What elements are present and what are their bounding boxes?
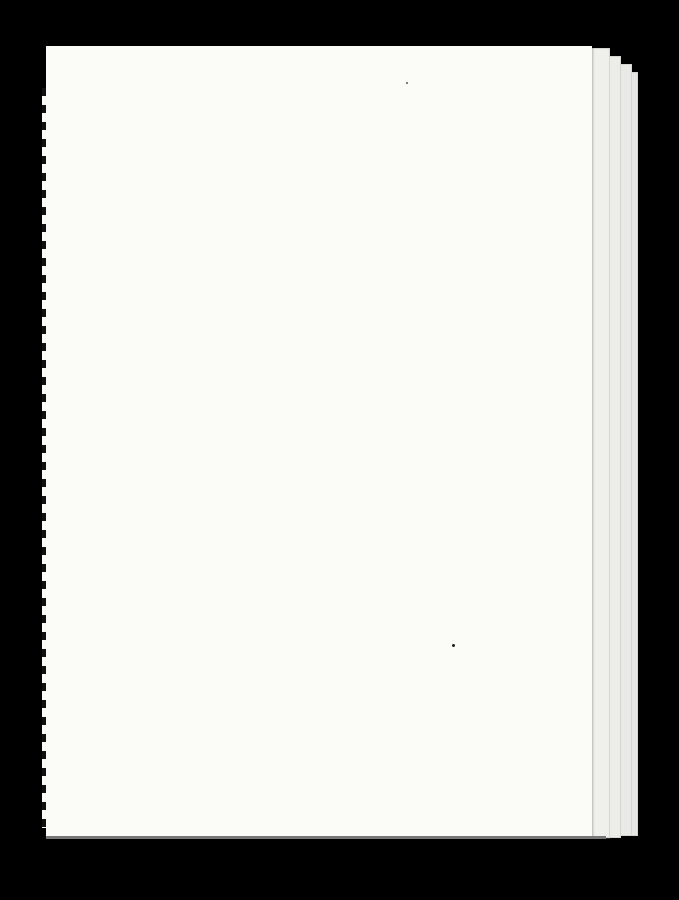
page-shadow xyxy=(46,836,606,839)
speck xyxy=(452,644,455,647)
book-page xyxy=(46,46,592,838)
dialog-bottom xyxy=(104,148,534,156)
page-content xyxy=(104,128,534,160)
speck xyxy=(406,82,408,84)
